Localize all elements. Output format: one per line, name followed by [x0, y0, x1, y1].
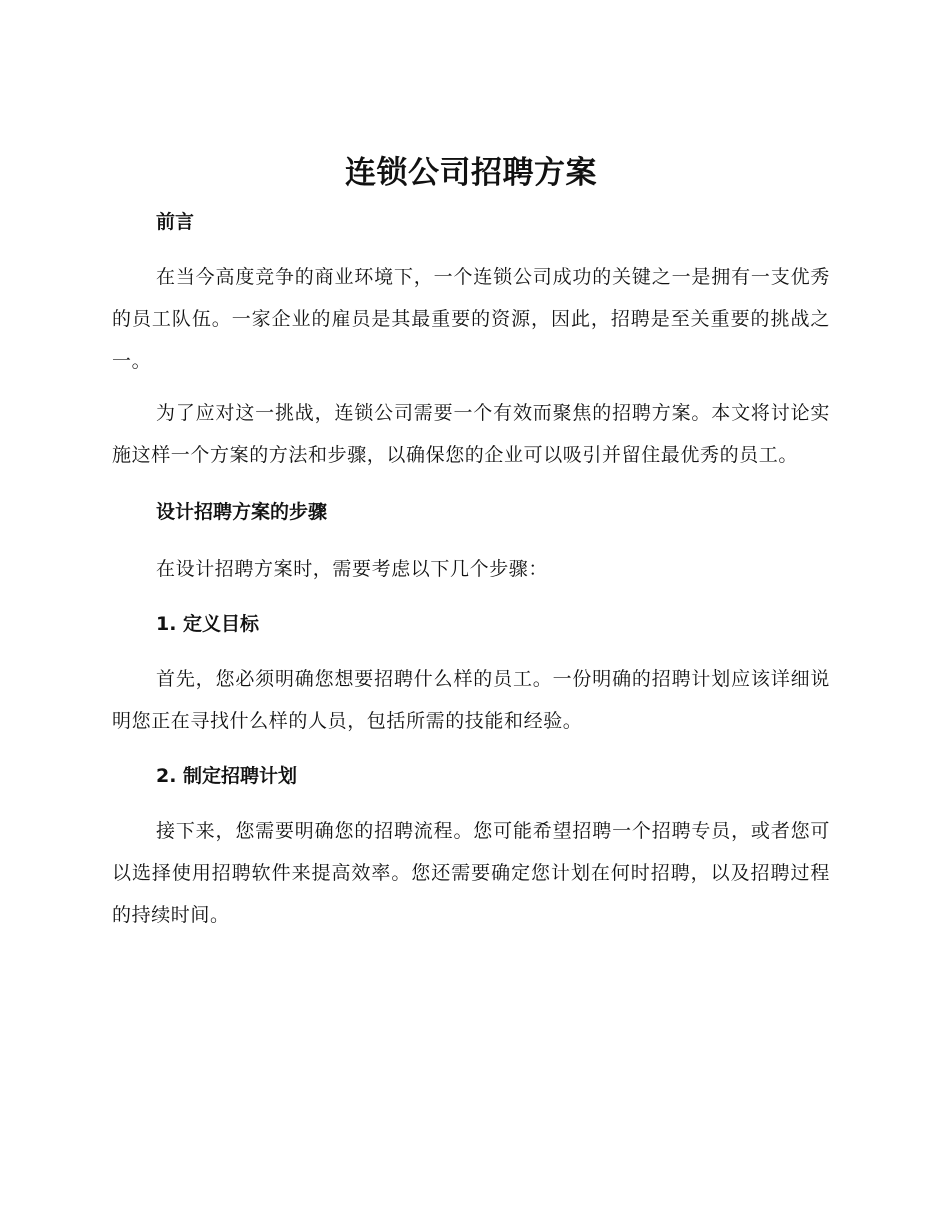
steps-intro-paragraph: 在设计招聘方案时，需要考虑以下几个步骤： [156, 558, 549, 580]
section-heading-steps: 设计招聘方案的步骤 [156, 501, 328, 523]
document-body [112, 150, 830, 936]
page-title: 连锁公司招聘方案 [345, 155, 597, 191]
step-heading-define-goal: 1. 定义目标 [156, 613, 260, 635]
preface-paragraph-1: 在当今高度竞争的商业环境下，一个连锁公司成功的关键之一是拥有一支优秀的员工队伍。一家企业的雇员是其最重要的资源，因此，招聘是至关重要的挑战之一。 [112, 266, 830, 372]
preface-paragraph-2: 为了应对这一挑战，连锁公司需要一个有效而聚焦的招聘方案。本文将讨论实施这样一个方案的方法和步骤，以确保您的企业可以吸引并留住最优秀的员工。 [112, 402, 830, 466]
step-paragraph-recruitment-plan: 接下来，您需要明确您的招聘流程。您可能希望招聘一个招聘专员，或者您可以选择使用招聘软件来提高效率。您还需要确定您计划在何时招聘，以及招聘过程的持续时间。 [112, 820, 830, 926]
step-paragraph-define-goal: 首先，您必须明确您想要招聘什么样的员工。一份明确的招聘计划应该详细说明您正在寻找什么样的人员，包括所需的技能和经验。 [112, 668, 830, 732]
section-heading-preface: 前言 [156, 211, 195, 233]
step-heading-recruitment-plan: 2. 制定招聘计划 [156, 765, 298, 787]
